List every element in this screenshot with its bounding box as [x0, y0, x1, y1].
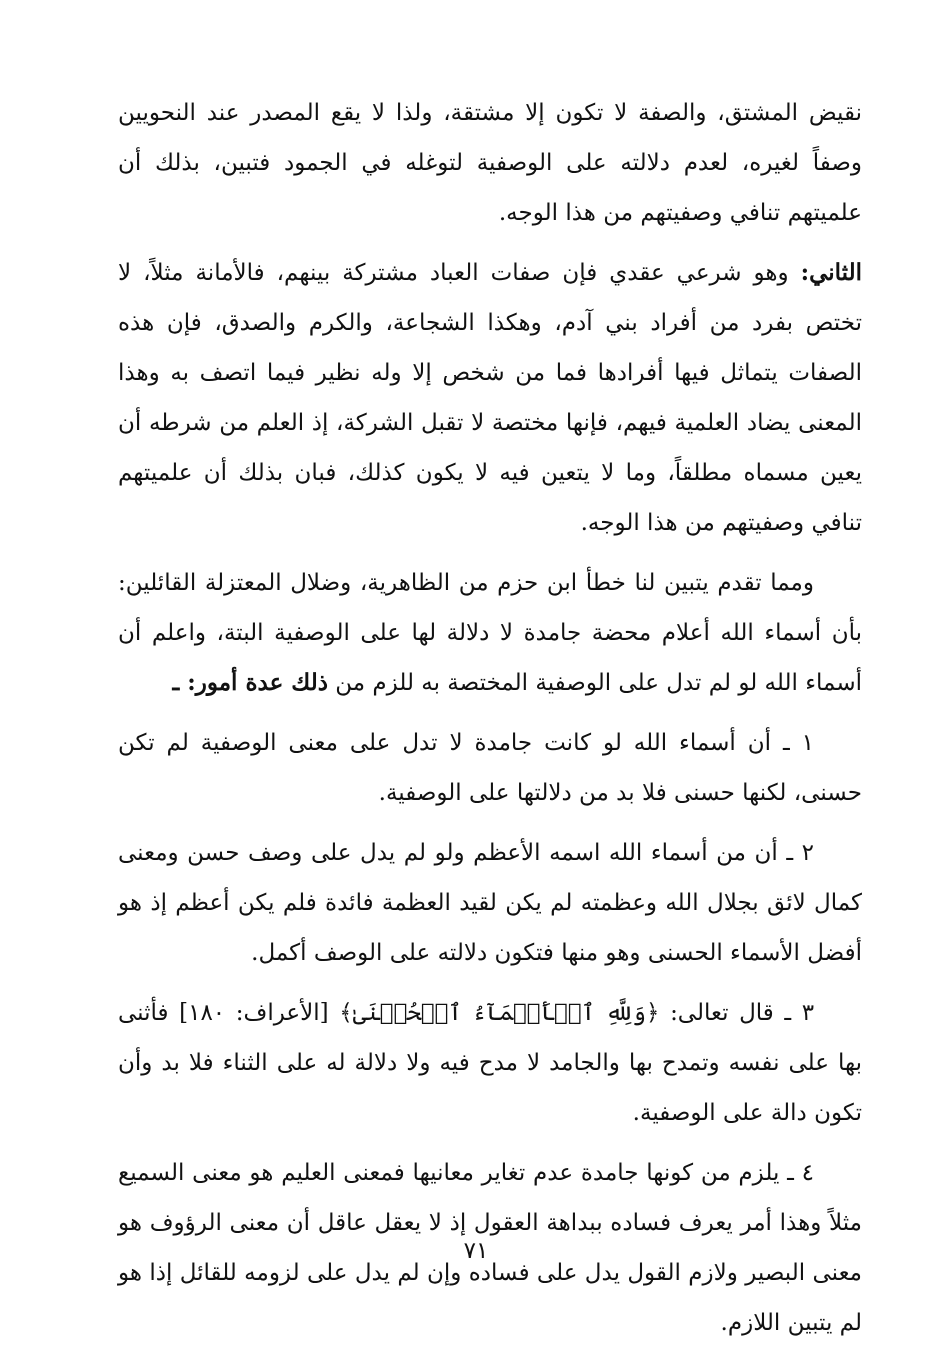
paragraph-2-text: وهو شرعي عقدي فإن صفات العباد مشتركة بينهم، فالأمانة مثلاً، لا تختص بفرد من أفراد بني آدم، وهكذا الشجاعة، والكرم والصدق، فإن هذه الصفات يتماثل فيها أفرادها فما من شخص إلا وله نظير فيما اتصف به وهذا المعنى يضاد العلمية فيهم، فإنها مختصة لا تقبل الشركة، إذ العلم من شرطه أن يعين مسماه مطلقاً، وما لا يتعين فيه لا يكون كذلك، فبان بذلك أن علميتهم تنافي وصفيتهم من هذا الوجه. — [118, 260, 862, 536]
page-number: ٧١ — [463, 1238, 489, 1264]
quran-verse: ﴿وَلِلَّهِ ٱلۡأَسۡمَآءُ ٱلۡحُسۡنَىٰ﴾ — [339, 1000, 660, 1026]
document-page — [118, 88, 862, 1338]
list-item-3 — [118, 988, 862, 1138]
paragraph-2 — [118, 248, 862, 548]
list-item-3-rest: فأثنى بها على نفسه وتمدح بها والجامد لا مدح فيه ولا دلالة له على الثناء فلا بد وأن تكون دالة على الوصفية. — [118, 1000, 862, 1126]
paragraph-1 — [118, 88, 862, 238]
verse-reference: [الأعراف: ١٨٠] — [179, 1000, 329, 1026]
paragraph-1-text: نقيض المشتق، والصفة لا تكون إلا مشتقة، ولذا لا يقع المصدر عند النحويين وصفاً لغيره، لعدم دلالته على الوصفية لتوغله في الجمود فتبين، بذلك أن علميتهم تنافي وصفيتهم من هذا الوجه. — [118, 100, 862, 226]
list-item-2 — [118, 828, 862, 978]
paragraph-2-label: الثاني: — [800, 259, 862, 286]
paragraph-3-text: ومما تقدم يتبين لنا خطأ ابن حزم من الظاهرية، وضلال المعتزلة القائلين: بأن أسماء الله أعلام محضة جامدة لا دلالة لها على الوصفية البتة، واعلم أن أسماء الله لو لم تدل على الوصفية المختصة به للزم من — [118, 570, 862, 696]
list-item-1-text: ١ ـ أن أسماء الله لو كانت جامدة لا تدل على معنى الوصفية لم تكن حسنى، لكنها حسنى فلا بد من دلالتها على الوصفية. — [118, 730, 862, 806]
list-item-2-text: ٢ ـ أن من أسماء الله اسمه الأعظم ولو لم يدل على وصف حسن ومعنى كمال لائق بجلال الله وعظمته لم يكن لقيد العظمة فائدة فلم يكن أعظم إذ هو أفضل الأسماء الحسنى وهو منها فتكون دلالته على الوصف أكمل. — [118, 840, 862, 966]
list-item-1 — [118, 718, 862, 818]
paragraph-3-end: ذلك عدة أمور: ـ — [172, 669, 328, 696]
paragraph-3 — [118, 558, 862, 708]
list-item-3-start: ٣ ـ قال تعالى: — [670, 1000, 815, 1026]
list-item-4-text: ٤ ـ يلزم من كونها جامدة عدم تغاير معانيها فمعنى العليم هو معنى السميع مثلاً وهذا أمر يعرف فساده ببداهة العقول إذ لا يعقل عاقل أن معنى الرؤوف هو معنى البصير ولازم القول يدل على فساده وإن لم يدل على لزومه للقائل إذا هو لم يتبين اللازم. — [118, 1160, 862, 1336]
